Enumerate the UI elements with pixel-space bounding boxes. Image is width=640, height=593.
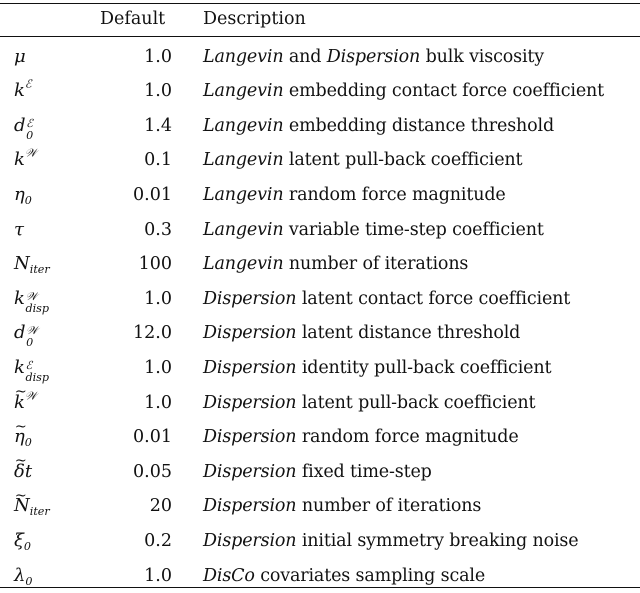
description-method: Langevin xyxy=(203,254,283,274)
symbol-base: d xyxy=(14,322,26,343)
symbol-base: ~ η xyxy=(14,420,25,455)
description-method: Dispersion xyxy=(203,496,296,516)
table-row xyxy=(0,74,640,109)
description-method: Dispersion xyxy=(203,393,296,413)
table-row xyxy=(0,524,640,559)
parameter-symbol xyxy=(14,489,50,524)
symbol-subscript: 0 xyxy=(25,436,32,449)
description-text: random force magnitude xyxy=(283,185,505,205)
parameter-symbol xyxy=(14,143,37,178)
header-default: Default xyxy=(100,8,165,30)
table-row xyxy=(0,489,640,524)
parameter-description xyxy=(203,213,544,248)
parameter-description xyxy=(203,40,544,75)
description-connector: and xyxy=(283,47,326,67)
default-value: 1.0 xyxy=(100,386,172,421)
symbol-superscript: ℰ xyxy=(25,78,32,91)
symbol-base: k xyxy=(14,80,25,101)
description-text: bulk viscosity xyxy=(420,47,544,67)
description-text: latent contact force coefficient xyxy=(296,289,570,309)
symbol-subscript: disp xyxy=(25,361,49,396)
description-method: Dispersion xyxy=(203,462,296,482)
description-method: Dispersion xyxy=(203,323,296,343)
default-value: 1.0 xyxy=(100,351,172,386)
parameter-symbol xyxy=(14,282,65,317)
parameter-description xyxy=(203,386,535,421)
parameter-symbol xyxy=(14,213,24,248)
table-row xyxy=(0,455,640,490)
symbol-base: η xyxy=(14,184,25,205)
symbol-subscript: 0 xyxy=(24,540,31,553)
symbol-subscript: 0 xyxy=(25,574,32,587)
description-text: latent pull-back coefficient xyxy=(283,150,522,170)
symbol-base: ξ xyxy=(14,530,24,551)
description-method: Langevin xyxy=(203,47,283,67)
description-method: Dispersion xyxy=(203,427,296,447)
description-method: Dispersion xyxy=(203,358,296,378)
table-row xyxy=(0,143,640,178)
description-text: embedding contact force coefficient xyxy=(283,81,604,101)
default-value: 0.05 xyxy=(100,455,172,490)
parameter-description xyxy=(203,351,551,386)
description-method: Dispersion xyxy=(203,289,296,309)
description-method: DisCo xyxy=(203,566,255,586)
parameter-description xyxy=(203,316,520,351)
table-header-rule xyxy=(0,36,640,37)
description-method: Langevin xyxy=(203,220,283,240)
header-description: Description xyxy=(203,8,306,30)
description-method: Langevin xyxy=(203,150,283,170)
table-row xyxy=(0,178,640,213)
symbol-base: λ xyxy=(14,565,25,586)
symbol-base: d xyxy=(14,115,26,136)
default-value: 1.0 xyxy=(100,559,172,593)
symbol-subscript: iter xyxy=(30,263,50,276)
parameter-description xyxy=(203,74,604,109)
description-text: latent pull-back coefficient xyxy=(296,393,535,413)
default-value: 1.0 xyxy=(100,282,172,317)
symbol-base: ~ N xyxy=(14,489,30,524)
default-value: 1.0 xyxy=(100,40,172,75)
description-text: identity pull-back coefficient xyxy=(296,358,551,378)
description-method: Dispersion xyxy=(203,531,296,551)
symbol-subscript: 0 xyxy=(25,194,32,207)
parameter-description xyxy=(203,109,554,144)
parameter-description xyxy=(203,178,506,213)
symbol-subscript: disp xyxy=(25,292,49,327)
description-method-secondary: Dispersion xyxy=(327,47,420,67)
symbol-superscript: ℰ xyxy=(25,349,32,384)
table-row xyxy=(0,420,640,455)
parameter-symbol xyxy=(14,247,50,282)
symbol-superscript: 𝒲 xyxy=(25,389,37,402)
table-row xyxy=(0,351,640,386)
default-value: 0.2 xyxy=(100,524,172,559)
parameter-description xyxy=(203,247,468,282)
parameter-description xyxy=(203,282,570,317)
symbol-superscript: ℰ xyxy=(26,107,33,142)
description-method: Langevin xyxy=(203,81,283,101)
parameter-description xyxy=(203,524,578,559)
parameter-description xyxy=(203,143,522,178)
symbol-base: k xyxy=(14,149,25,170)
table-row xyxy=(0,316,640,351)
description-method: Langevin xyxy=(203,116,283,136)
parameter-description xyxy=(203,420,519,455)
description-text: number of iterations xyxy=(283,254,468,274)
default-value: 0.01 xyxy=(100,178,172,213)
default-value: 100 xyxy=(100,247,172,282)
description-text: fixed time-step xyxy=(296,462,431,482)
table-row xyxy=(0,40,640,75)
symbol-base: μ xyxy=(14,46,26,67)
description-text: initial symmetry breaking noise xyxy=(296,531,578,551)
description-text: covariates sampling scale xyxy=(255,566,485,586)
description-text: embedding distance threshold xyxy=(283,116,554,136)
description-text: number of iterations xyxy=(296,496,481,516)
table-row xyxy=(0,109,640,144)
default-value: 0.3 xyxy=(100,213,172,248)
table-top-rule xyxy=(0,3,640,4)
parameter-symbol xyxy=(14,74,32,109)
symbol-subscript: iter xyxy=(30,505,50,518)
symbol-base: k xyxy=(14,288,25,309)
description-text: random force magnitude xyxy=(296,427,518,447)
table-row xyxy=(0,247,640,282)
parameter-symbol xyxy=(14,524,31,559)
table-row xyxy=(0,213,640,248)
symbol-subscript: 0 xyxy=(26,119,33,154)
parameter-symbol xyxy=(14,40,26,75)
parameter-description xyxy=(203,489,481,524)
parameter-symbol xyxy=(14,109,65,144)
parameter-symbol xyxy=(14,178,32,213)
symbol-base: ~ k xyxy=(14,386,25,421)
symbol-superscript: 𝒲 xyxy=(25,147,37,160)
default-value: 1.4 xyxy=(100,109,172,144)
table-row xyxy=(0,282,640,317)
symbol-superscript: 𝒲 xyxy=(25,280,37,315)
description-method: Langevin xyxy=(203,185,283,205)
parameter-symbol xyxy=(14,316,65,351)
parameter-description xyxy=(203,455,432,490)
symbol-superscript: 𝒲 xyxy=(26,314,38,349)
description-text: latent distance threshold xyxy=(296,323,520,343)
default-value: 0.1 xyxy=(100,143,172,178)
symbol-base: N xyxy=(14,253,30,274)
symbol-base: k xyxy=(14,357,25,378)
table-row xyxy=(0,386,640,421)
default-value: 20 xyxy=(100,489,172,524)
default-value: 12.0 xyxy=(100,316,172,351)
description-text: variable time-step coefficient xyxy=(283,220,543,240)
symbol-base: τ xyxy=(14,219,24,240)
default-value: 1.0 xyxy=(100,74,172,109)
symbol-subscript: 0 xyxy=(26,326,33,361)
symbol-base: ~ δt xyxy=(14,455,32,490)
default-value: 0.01 xyxy=(100,420,172,455)
